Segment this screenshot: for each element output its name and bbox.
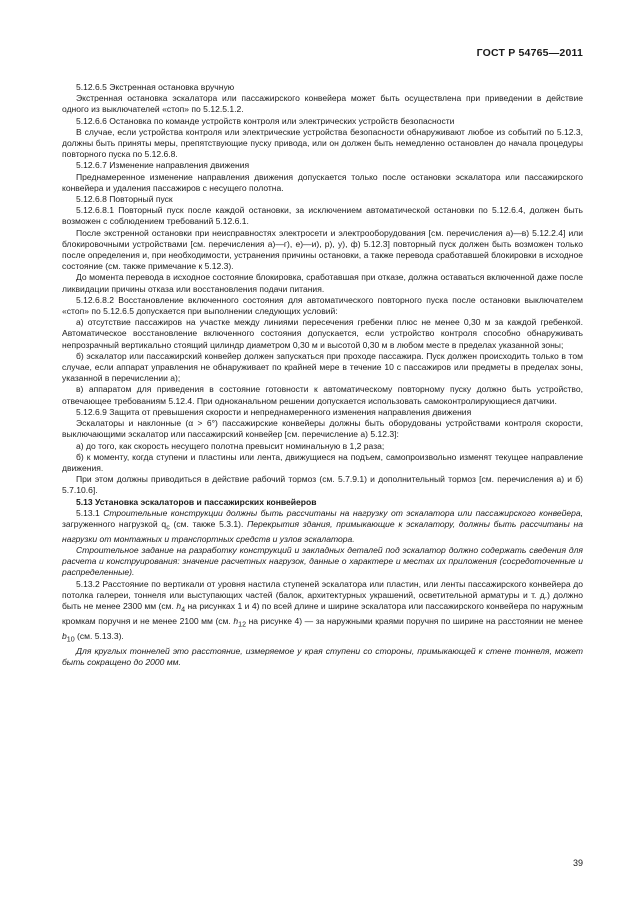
symbol-h: h [176, 601, 182, 612]
italic-note: Для круглых тоннелей это расстояние, измеряемое у края ступени со стороны, примыкающей к стене тоннеля, может быть сокращено до 2000 мм. [62, 645, 583, 667]
paragraph-5-13-2 [62, 579, 583, 646]
text-run: 5.13.2 Расстояние по вертикали от уровня настила ступеней эскалатора или пластин, или ленты пассажирского конвейера до потолка галереи, тоннеля или выступающих частей (балок, архитектурных украшений, осветительной арматуры и т. д.) должно быть не менее 2300 мм (см. [62, 578, 583, 612]
text-run: на рисунке 4) — за наружными краями поручня по ширине на расстоянии не менее [246, 615, 583, 626]
paragraph: Преднамеренное изменение направления движения допускается только после остановки эскалатора или пассажирского конвейера и удаления пассажиров с несущего полотна. [62, 171, 583, 193]
paragraph: а) отсутствие пассажиров на участке между линиями пересечения гребенки плюс не менее 0,30 м за каждой гребенкой. Автоматическое восстановление включенного состояния допускается, если устройство контроля способно обнаруживать непрозрачный вертикально стоящий цилиндр диаметром 0,30 м и высотой 0,30 м в любом месте в пределах указанной зоны; [62, 317, 583, 350]
subscript: 10 [66, 635, 75, 644]
paragraph: 5.12.6.5 Экстренная остановка вручную [76, 82, 235, 92]
symbol-b: b [62, 630, 67, 641]
italic-text: Строительные конструкции должны быть рассчитаны на нагрузку от эскалатора или пассажирского конвейера, [103, 507, 583, 518]
paragraph: в) аппаратом для приведения в состояние готовности к автоматическому повторному пуску должно быть устройство, отвечающее требованиям 5.12.4. При одноканальном решении допускается использовать самоконтролирующиеся датчики. [62, 384, 583, 406]
paragraph: 5.12.6.8.1 Повторный пуск после каждой остановки, за исключением автоматической остановки по 5.12.6.4, должен быть возможен с соблюдением требований 5.12.6.1. [62, 205, 583, 227]
paragraph: 5.12.6.8 Повторный пуск [76, 194, 173, 205]
paragraph: 5.12.6.8.2 Восстановление включенного состояния для автоматического повторного пуска после остановки выключателем «стоп» по 5.12.6.5 допускается при выполнении следующих условий: [62, 294, 583, 317]
paragraph: 5.12.6.7 Изменение направления движения [76, 160, 250, 171]
paragraph: После экстренной остановки при неисправностях электросети и электрооборудования [см. перечисления а)—в) 5.12.2.4] или блокировочными устройствами [см. перечисления а)—г), е)—и), р), у), ф) 5.12.3] повторный пуск должен быть возможен только после определения и, при необходимости, устранения причины остановки, а также перевода сработавшей блокировки в исходное состояние (см. также примечание к 5.12.3). [62, 227, 583, 272]
paragraph: До момента перевода в исходное состояние блокировка, сработавшая при отказе, должна оставаться включенной даже после ликвидации причины отказа или восстановления подачи питания. [62, 272, 583, 294]
paragraph: б) к моменту, когда ступени и пластины или лента, движущиеся на подъем, самопроизвольно изменят текущее направление движения. [62, 451, 583, 473]
document-body [62, 82, 583, 668]
symbol-h: h [233, 615, 239, 626]
paragraph-5-13-1 [62, 508, 583, 545]
italic-note: Строительное задание на разработку конструкций и закладных деталей под эскалатор должно содержать сведения для расчета и конструирования: значение расчетных нагрузок, данные о характере и местах их приложения (сосредоточенные и распределенные). [62, 545, 583, 578]
paragraph: Эскалаторы и наклонные (α > 6°) пассажирские конвейеры должны быть оборудованы устройствами контроля скорости, выключающими эскалатор или пассажирский конвейер [см. перечисление а) 5.12.3]: [62, 418, 583, 440]
italic-text: Перекрытия здания, примыкающие к эскалатору, должны быть рассчитаны на нагрузки от монтажных и транспортных средств и узлов эскалатора. [62, 518, 583, 544]
page-number: 39 [572, 858, 583, 868]
paragraph: В случае, если устройства контроля или электрические устройства безопасности обнаруживают любое из событий по 5.12.3, должны быть приняты меры, препятствующие пуску привода, или он должен быть немедленно остановлен до начала процедуры повторного пуска по 5.12.6.8. [62, 126, 583, 160]
paragraph: Экстренная остановка эскалатора или пассажирского конвейера может быть осуществлена при приведении в действие одного из выключателей «стоп» по 5.12.5.1.2. [62, 93, 583, 115]
text-run: на рисунках 1 и 4) по всей длине и ширине эскалатора или пассажирского конвейера по наружным кромкам поручня и не менее 2100 мм (см. [62, 601, 583, 626]
text-run: (см. 5.13.3). [74, 630, 124, 641]
paragraph: При этом должны приводиться в действие рабочий тормоз (см. 5.7.9.1) и дополнительный тормоз [см. перечисления а) и б) 5.7.10.6]. [62, 474, 583, 496]
subscript: 4 [181, 605, 186, 614]
paragraph: б) эскалатор или пассажирский конвейер должен запускаться при проходе пассажира. Пуск должен происходить только в том случае, если аппарат управления не обнаруживает по крайней мере в течение 10 с пассажиров или предметы в пределах зоны, указанной в перечислении а); [62, 350, 583, 384]
subscript: с [166, 523, 170, 532]
subscript: 12 [238, 620, 247, 629]
paragraph: а) до того, как скорость несущего полотна превысит номинальную в 1,2 раза; [76, 440, 385, 451]
paragraph: 5.12.6.9 Защита от превышения скорости и непреднамеренного изменения направления движения [76, 406, 472, 417]
section-title: 5.13 Установка эскалаторов и пассажирских конвейеров [76, 496, 317, 507]
text-run: загруженного нагрузкой q [62, 518, 167, 529]
standard-header: ГОСТ Р 54765—2011 [476, 47, 583, 59]
paragraph: 5.12.6.6 Остановка по команде устройств контроля или электрических устройств безопасности [76, 115, 455, 126]
text-run: (см. также 5.3.1). [169, 518, 248, 529]
clause-number: 5.13.1 [76, 507, 104, 518]
